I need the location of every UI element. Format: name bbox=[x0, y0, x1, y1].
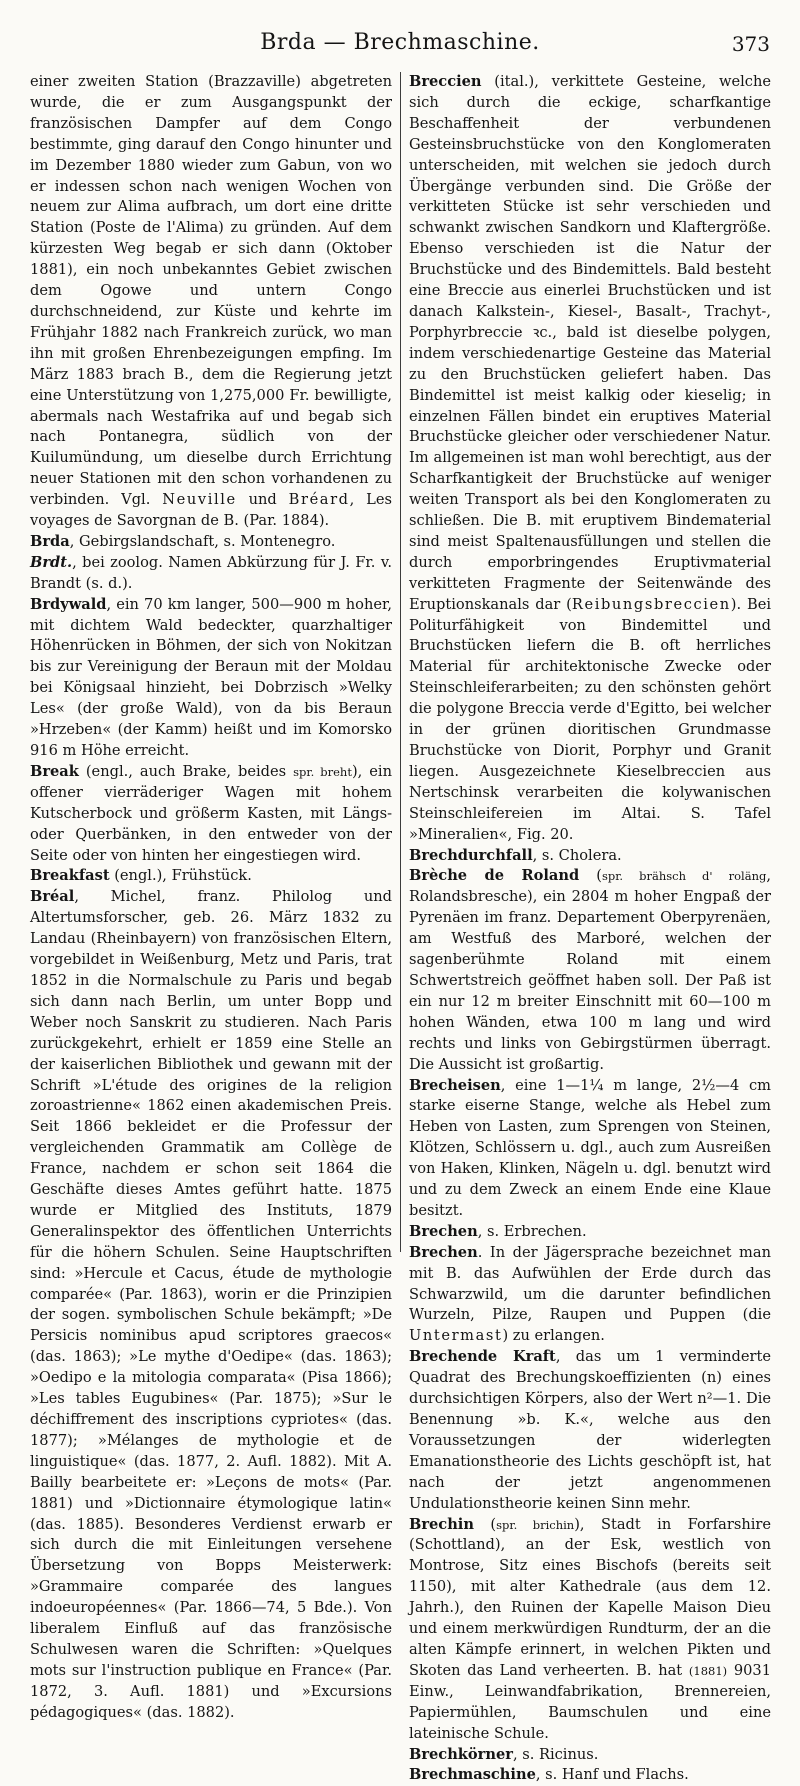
entry-text: spr. breht bbox=[293, 764, 352, 779]
entry-text: ), ein offener vierräderiger Wagen mit hohem Kutscherbock und größerm Kasten, mit Längs- oder Querbänken, in den entweder von der Seite oder von hinten her eingestiegen wird. bbox=[30, 762, 392, 864]
entry-continuation bbox=[30, 72, 392, 532]
entry-brechen-2 bbox=[409, 1243, 771, 1348]
entry-text: , ein 70 km langer, 500—900 m hoher, mit dichtem Wald bedeckter, quarzhaltiger Höhenrücken in Böhmen, der sich von Nokitzan bis zur Vereinigung der Beraun mit der Moldau bei Königsaal hinzieht, bei Dobrzisch »Welky Les« (der große Wald), von da bis Beraun »Hrzeben« (der Kamm) heißt und im Komorsko 916 m Höhe erreicht. bbox=[30, 595, 392, 759]
entry-text: spr. brähsch d' roläng bbox=[601, 869, 767, 884]
headword: Brechdurchfall bbox=[409, 846, 533, 864]
entry-text: , Les voyages de Savorgnan de B. (Par. 1884). bbox=[30, 491, 392, 530]
column-divider bbox=[400, 72, 401, 1252]
entry-brechende-kraft bbox=[409, 1347, 771, 1514]
entry-text: , Rolandsbresche), ein 2804 m hoher Engpaß der Pyrenäen im franz. Departement Oberpyrenäen, am Westfuß des Marboré, welchen der sagenberühmte Roland mit einem Schwertstreich geöffnet haben soll. Der Paß ist ein nur 12 m breiter Einschnitt mit 60—100 m hohen Wänden, etwa 100 m lang und wird rechts und links von Gebirgstürmen überragt. Die Aussicht ist großartig. bbox=[409, 867, 771, 1073]
entry-brechen-1 bbox=[409, 1222, 771, 1243]
headword: Brdt. bbox=[30, 553, 73, 571]
right-column bbox=[409, 72, 772, 1784]
entry-brdywald bbox=[30, 595, 392, 762]
headword: Brechende Kraft bbox=[409, 1348, 556, 1366]
entry-text: spr. brichin bbox=[496, 1517, 575, 1532]
entry-text: ). Bei Politurfähigkeit von Bindemittel und Bruchstücken liefern die B. oft herrliches Material für architektonische Zwecke oder Steinschleiferarbeiten; zu den schönsten gehört die polygone Breccia verde d'Egitto, bei welcher in der grünen dioritischen Grundmasse Bruchstücke von Diorit, Porphyr und Granit liegen. Ausgezeichnete Kieselbreccien aus Nertschinsk verarbeiten die kolywanischen Steinschleifereien im Altai. S. Tafel »Mineralien«, Fig. 20. bbox=[409, 595, 771, 843]
entry-text: (engl., auch Brake, beides bbox=[78, 762, 294, 780]
entry-breccien bbox=[409, 72, 771, 846]
entry-text: ) zu erlangen. bbox=[502, 1327, 605, 1345]
entry-text: einer zweiten Station (Brazzaville) abgetreten wurde, die er zum Ausgangspunkt der französischen Dampfer auf dem Congo bestimmte, ging darauf den Congo hinunter und im Dezember 1880 wieder zum Gabun, von wo er indessen schon nach wenigen Wochen von neuem zur Alima aufbrach, um dort eine dritte Station (Poste de l'Alima) zu gründen. Auf dem kürzesten Weg begab er sich dann (Oktober 1881), ein noch unbekanntes Gebiet zwischen dem Ogowe und untern Congo durchschneidend, zur Küste und kehrte im Frühjahr 1882 nach Frankreich zurück, wo man ihn mit großen Ehrenbezeigungen empfing. Im März 1883 brach B., dem die Regierung jetzt eine Unterstützung von 1,275,000 Fr. bewilligte, abermals nach Westafrika auf und begab sich nach Pontanegra, südlich von der Kuilumündung, um dieselbe durch Errichtung neuer Stationen mit den schon vorhandenen zu verbinden. Vgl. bbox=[30, 73, 392, 509]
entry-brdt bbox=[30, 553, 392, 595]
entry-text: (engl.), Frühstück. bbox=[109, 867, 252, 885]
entry-brechdurchfall bbox=[409, 846, 771, 867]
entry-breal bbox=[30, 887, 392, 1723]
headword: Bréal bbox=[30, 888, 75, 906]
entry-breakfast bbox=[30, 866, 392, 887]
headword: Brechin bbox=[409, 1515, 474, 1533]
headword: Brdywald bbox=[30, 595, 107, 613]
headword: Breakfast bbox=[30, 867, 110, 885]
entry-text: , das um 1 verminderte Quadrat des Brechungskoeffizienten (n) eines durchsichtigen Körpers, also der Wert n²—1. Die Benennung »b. K.«, welche aus den Voraussetzungen der widerlegten Emanationstheorie des Lichts geschöpft ist, hat nach der jetzt angenommenen Undulationstheorie keinen Sinn mehr. bbox=[409, 1348, 772, 1512]
entry-text: Reibungsbreccien bbox=[571, 595, 731, 613]
entry-brechkorner bbox=[409, 1745, 771, 1766]
headword: Break bbox=[30, 762, 79, 780]
entry-text: ( bbox=[473, 1515, 497, 1533]
entry-text: , bei zoolog. Namen Abkürzung für J. Fr. v. Brandt (s. d.). bbox=[30, 553, 392, 592]
entry-text: 9031 Einw., Leinwandfabrikation, Brennereien, Papiermühlen, Baumschulen und eine lateinische Schule. bbox=[409, 1661, 771, 1742]
headword: Breccien bbox=[409, 73, 482, 90]
entry-text: , eine 1—1¼ m lange, 2½—4 cm starke eiserne Stange, welche als Hebel zum Heben von Lasten, zum Sprengen von Steinen, Klötzen, Schlössern u. dgl., auch zum Ausreißen von Haken, Klinken, Nägeln u. dgl. benutzt wird und zu dem Zweck an einem Ende eine Klaue besitzt. bbox=[409, 1076, 771, 1219]
page-header bbox=[30, 30, 770, 64]
entry-text: Neuville bbox=[162, 491, 237, 509]
headword: Brèche de Roland bbox=[409, 867, 580, 885]
headword: Brechmaschine bbox=[409, 1766, 536, 1784]
headword: Brda bbox=[30, 532, 70, 550]
entry-brecheisen bbox=[409, 1076, 771, 1222]
entry-text: , s. Ricinus. bbox=[512, 1745, 599, 1763]
entry-brda bbox=[30, 532, 392, 553]
entry-text: (ital.), verkittete Gesteine, welche sich durch die eckige, scharfkantige Beschaffenheit der verbundenen Gesteinsbruchstücke von den Konglomeraten unterscheiden, mit welchen sie jedoch durch Übergänge verbunden sind. Die Größe der verkitteten Stücke ist sehr verschieden und schwankt zwischen Sandkorn und Klaftergröße. Ebenso verschieden ist die Natur der Bruchstücke und des Bindemittels. Bald besteht eine Breccie aus einerlei Bruchstücken und ist danach Kalkstein-, Kiesel-, Basalt-, Trachyt-, Porphyrbreccie ꝛc., bald ist dieselbe polygen, indem verschiedenartige Gesteine das Material zu den Bruchstücken geliefert haben. Das Bindemittel ist meist kalkig oder kieselig; in einzelnen Fällen bindet ein eruptives Material Bruchstücke gleicher oder verschiedener Natur. Im allgemeinen ist man wohl berechtigt, aus der Scharfkantigkeit der Bruchstücke auf weniger weiten Transport als bei den Konglomeraten zu schließen. Die B. mit eruptivem Bindematerial sind meist Spaltenausfüllungen und stellen die durch emporbringendes Eruptivmaterial verkitteten Fragmente der Seitenwände des Eruptionskanals dar ( bbox=[409, 73, 771, 613]
entry-text: Untermast bbox=[409, 1327, 503, 1345]
entry-text: ( bbox=[579, 867, 602, 885]
headword: Brechen bbox=[409, 1243, 478, 1261]
headword: Brechen bbox=[409, 1222, 478, 1240]
entry-brechin bbox=[409, 1515, 771, 1745]
entry-text: , s. Cholera. bbox=[532, 846, 622, 864]
page-number: 373 bbox=[731, 32, 770, 56]
entry-breche-de-roland bbox=[409, 866, 771, 1075]
entry-text: und bbox=[236, 491, 289, 509]
left-column bbox=[30, 72, 392, 1721]
headword: Brecheisen bbox=[409, 1076, 501, 1094]
entry-break bbox=[30, 762, 392, 867]
entry-text: , s. Hanf und Flachs. bbox=[535, 1766, 689, 1784]
entry-text: . In der Jägersprache bezeichnet man mit B. das Aufwühlen der Erde durch das Schwarzwild, um die darunter befindlichen Wurzeln, Pilze, Raupen und Puppen (die bbox=[409, 1243, 771, 1324]
entry-brechmaschine bbox=[409, 1765, 771, 1786]
entry-text: , Michel, franz. Philolog und Altertumsforscher, geb. 26. März 1832 zu Landau (Rheinbayern) von französischen Eltern, vorgebildet in Weißenburg, Metz und Paris, trat 1852 in die Normalschule zu Paris und begab sich dann nach Berlin, um unter Bopp und Weber noch Sanskrit zu studieren. Nach Paris zurückgekehrt, erhielt er 1859 eine Stelle an der kaiserlichen Bibliothek und gewann mit der Schrift »L'étude des origines de la religion zoroastrienne« 1862 einen akademischen Preis. Seit 1866 bekleidet er die Professur der vergleichenden Grammatik am Collège de France, nachdem er schon seit 1864 die Geschäfte dieses Amtes geführt hatte. 1875 wurde er Mitglied des Instituts, 1879 Generalinspektor des öffentlichen Unterrichts für die höhern Schulen. Seine Hauptschriften sind: »Hercule et Cacus, étude de mythologie comparée« (Par. 1863), worin er die Prinzipien der sogen. symbolischen Schule bekämpft; »De Persicis nominibus apud scriptores graecos« (das. 1863); »Le mythe d'Oedipe« (das. 1863); »Oedipo e la mitologia comparata« (Pisa 1866); »Les tables Eugubines« (Par. 1875); »Sur le déchiffrement des inscriptions cypriotes« (das. 1877); »Mélanges de mythologie et de linguistique« (das. 1877, 2. Aufl. 1882). Mit A. Bailly bearbeitete er: »Leçons de mots« (Par. 1881) und »Dictionnaire étymologique latin« (das. 1885). Besonderes Verdienst erwarb er sich durch die mit Einleitungen versehene Übersetzung von Bopps Meisterwerk: »Grammaire comparée des langues indoeuropéennes« (Par. 1866—74, 5 Bde.). Von liberalem Einfluß auf das französische Schulwesen waren die Schriften: »Quelques mots sur l'instruction publique en France« (Par. 1872, 3. Aufl. 1881) und »Excursions pédagogiques« (das. 1882). bbox=[30, 888, 392, 1721]
entry-text: , s. Erbrechen. bbox=[477, 1222, 587, 1240]
running-head: Brda — Brechmaschine. bbox=[260, 30, 540, 55]
entry-text: ), Stadt in Forfarshire (Schottland), an der Esk, westlich von Montrose, Sitz eines Bischofs (bereits seit 1150), mit alter Kathedrale (aus dem 12. Jahrh.), den Ruinen der Kapelle Maison Dieu und einem merkwürdigen Rundturm, der an die alten Kämpfe erinnert, in welchen Pikten und Skoten das Land verheerten. B. hat bbox=[409, 1515, 771, 1679]
headword: Brechkörner bbox=[409, 1745, 513, 1763]
entry-text: Bréard bbox=[288, 491, 350, 509]
entry-text: , Gebirgslandschaft, s. Montenegro. bbox=[69, 532, 336, 550]
entry-text: (1881) bbox=[688, 1663, 728, 1678]
